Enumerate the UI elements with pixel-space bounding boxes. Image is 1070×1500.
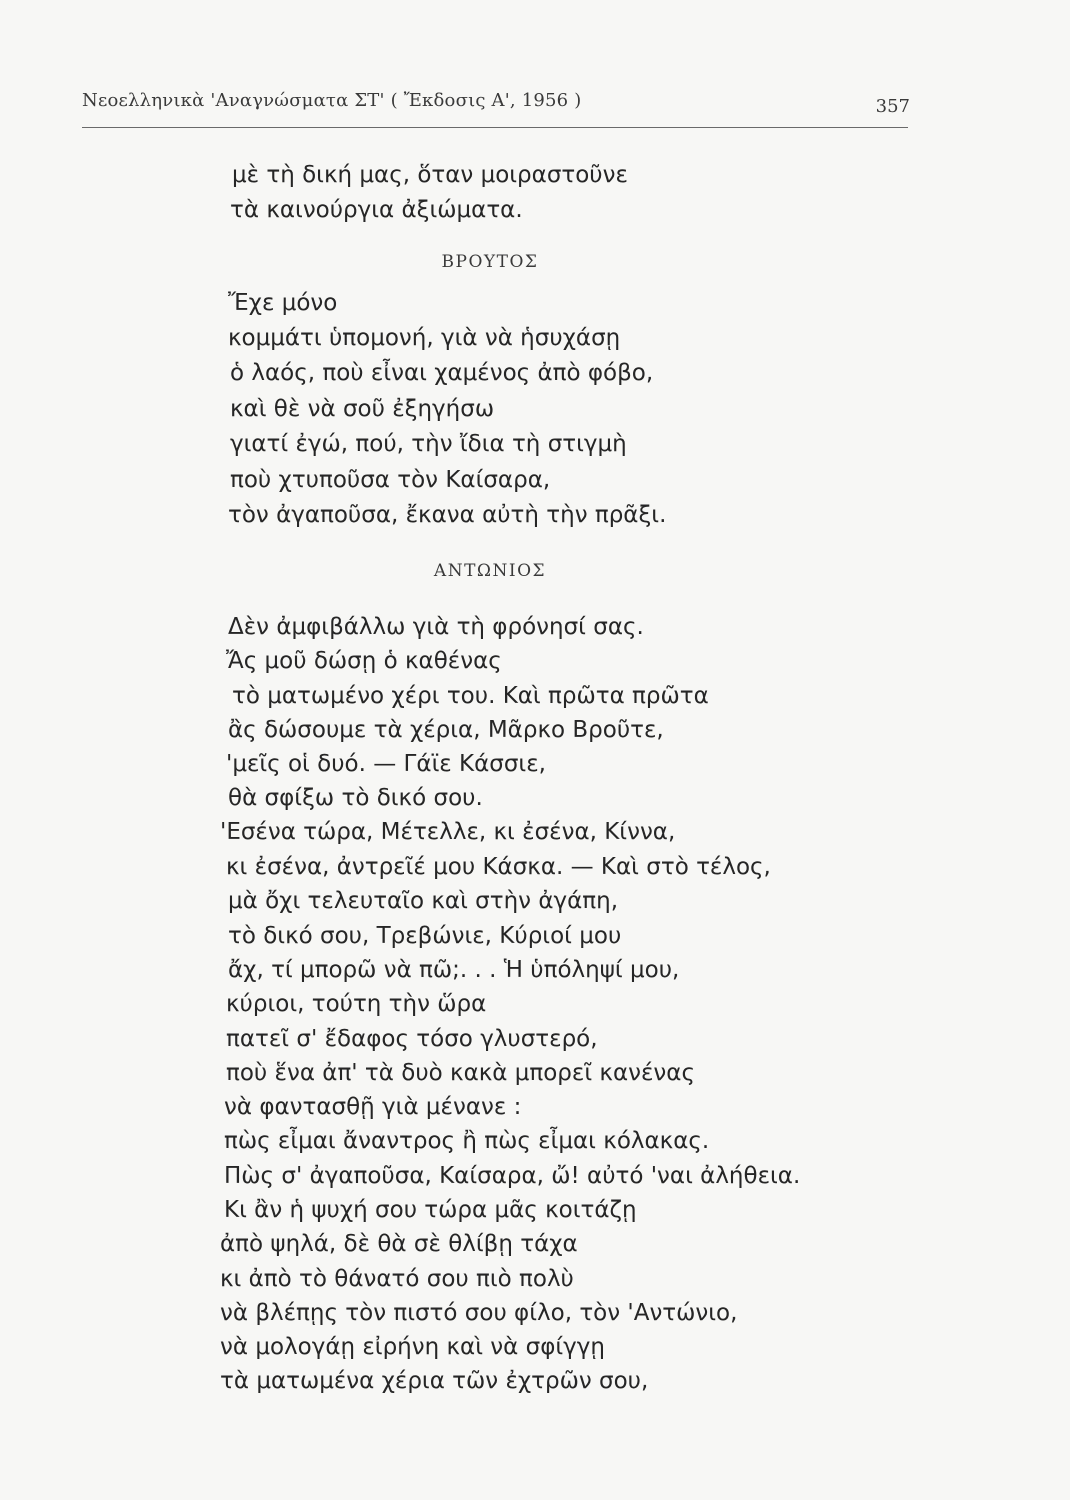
verse-line: τὰ ματωμένα χέρια τῶν ἐχτρῶν σου, xyxy=(220,1368,649,1394)
verse-line: τὸ δικό σου, Τρεβώνιε, Κύριοί μου xyxy=(228,923,622,949)
verse-line: νὰ βλέπῃς τὸν πιστό σου φίλο, τὸν 'Αντώνιο, xyxy=(220,1300,738,1326)
page-number: 357 xyxy=(875,96,910,117)
verse-line: ποὺ ἕνα ἀπ' τὰ δυὸ κακὰ μπορεῖ κανένας xyxy=(226,1060,695,1086)
verse-line: κομμάτι ὑπομονή, γιὰ νὰ ἡσυχάσῃ xyxy=(228,325,621,351)
verse-line: τὸν ἀγαποῦσα, ἔκανα αὐτὴ τὴν πρᾶξι. xyxy=(228,502,667,528)
verse-line: νὰ μολογάῃ εἰρήνη καὶ νὰ σφίγγῃ xyxy=(220,1334,605,1360)
verse-line: Δὲν ἀμφιβάλλω γιὰ τὴ φρόνησί σας. xyxy=(228,614,644,640)
running-title: Νεοελληνικὰ 'Αναγνώσματα ΣΤ' ( Ἔκδοσις Α', 1956 ) xyxy=(82,90,582,111)
verse-line: μὰ ὄχι τελευταῖο καὶ στὴν ἀγάπη, xyxy=(228,888,619,914)
verse-line: κι ἀπὸ τὸ θάνατό σου πιὸ πολὺ xyxy=(220,1266,574,1292)
verse-line: κι ἐσένα, ἀντρεῖέ μου Κάσκα. — Καὶ στὸ τέλος, xyxy=(226,854,771,880)
verse-line: ἄχ, τί μπορῶ νὰ πῶ;. . . Ἡ ὑπόληψί μου, xyxy=(228,957,680,983)
verse-line: νὰ φαντασθῇ γιὰ μένανε : xyxy=(224,1094,522,1120)
verse-line: πατεῖ σ' ἔδαφος τόσο γλυστερό, xyxy=(226,1026,598,1052)
verse-line: πὼς εἶμαι ἄναντρος ἢ πὼς εἶμαι κόλακας. xyxy=(224,1128,710,1154)
header-rule xyxy=(82,127,908,128)
verse-line: ἂς δώσουμε τὰ χέρια, Μᾶρκο Βροῦτε, xyxy=(228,717,664,743)
page-header xyxy=(82,86,910,118)
verse-line: τὰ καινούργια ἀξιώματα. xyxy=(230,197,523,223)
verse-line: 'μεῖς οἱ δυό. — Γάϊε Κάσσιε, xyxy=(226,751,546,777)
speaker-name-brutus: ΒΡΟΥΤΟΣ xyxy=(441,252,539,272)
verse-line: θὰ σφίξω τὸ δικό σου. xyxy=(228,785,483,811)
verse-line: καὶ θὲ νὰ σοῦ ἐξηγήσω xyxy=(230,396,495,422)
verse-line: ὁ λαός, ποὺ εἶναι χαμένος ἀπὸ φόβο, xyxy=(230,360,654,386)
verse-line: ἀπὸ ψηλά, δὲ θὰ σὲ θλίβῃ τάχα xyxy=(220,1231,578,1257)
verse-line: Πὼς σ' ἀγαποῦσα, Καίσαρα, ὤ! αὐτό 'ναι ἀλήθεια. xyxy=(224,1163,801,1189)
verse-line: Ἄς μοῦ δώσῃ ὁ καθένας xyxy=(226,648,502,674)
verse-line: τὸ ματωμένο χέρι του. Καὶ πρῶτα πρῶτα xyxy=(232,683,709,709)
verse-line: ποὺ χτυποῦσα τὸν Καίσαρα, xyxy=(230,467,551,493)
verse-line: Ἔχε μόνο xyxy=(228,290,338,316)
verse-line: κύριοι, τούτη τὴν ὥρα xyxy=(226,991,487,1017)
verse-line: γιατί ἐγώ, πού, τὴν ἴδια τὴ στιγμὴ xyxy=(230,431,627,457)
speaker-name-antony: ΑΝΤΩΝΙΟΣ xyxy=(433,561,547,581)
verse-line: μὲ τὴ δική μας, ὅταν μοιραστοῦνε xyxy=(232,162,628,188)
verse-line: 'Εσένα τώρα, Μέτελλε, κι ἐσένα, Κίννα, xyxy=(220,819,676,845)
verse-line: Κι ἂν ἡ ψυχή σου τώρα μᾶς κοιτάζῃ xyxy=(224,1197,637,1223)
